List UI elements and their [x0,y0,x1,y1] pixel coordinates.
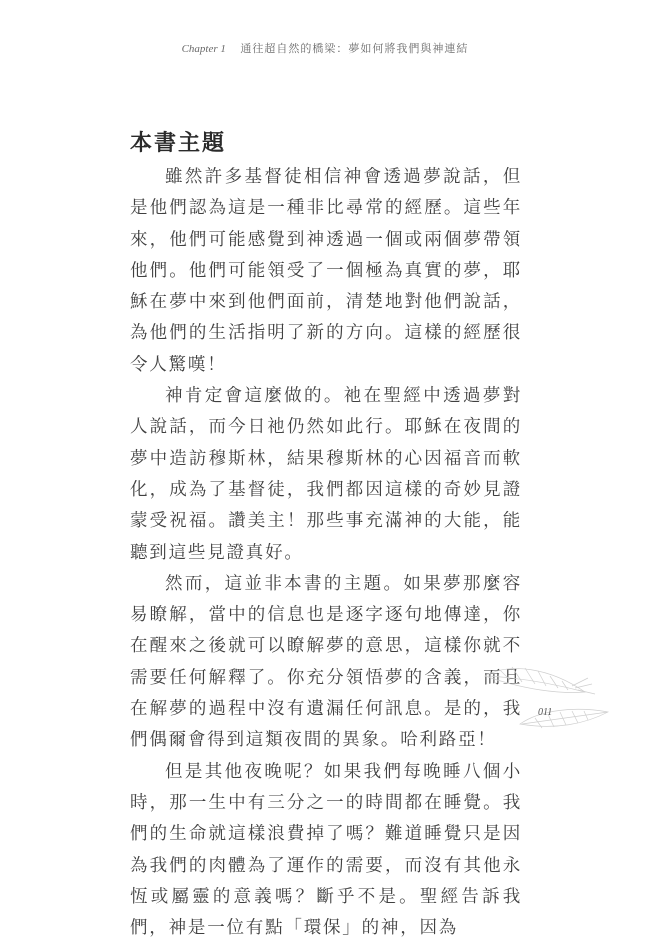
paragraph: 雖然許多基督徒相信神會透過夢說話，但是他們認為這是一種非比尋常的經歷。這些年來，他們可能感覺到神透過一個或兩個夢帶領他們。他們可能領受了一個極為真實的夢，耶穌在夢中來到他們面前，清楚地對他們說話，為他們的生活指明了新的方向。這樣的經歷很令人驚嘆！ [130,167,522,375]
chapter-title: 通往超自然的橋梁：夢如何將我們與神連結 [240,42,469,55]
section-title: 本書主題 [130,130,227,156]
paragraph: 然而，這並非本書的主題。如果夢那麼容易瞭解，當中的信息也是逐字逐句地傳達，你在醒來之後就可以瞭解夢的意思，這樣你就不需要任何解釋了。你充分領悟夢的含義，而且在解夢的過程中沒有遺漏任何訊息。是的，我們偶爾會得到這類夜間的異象。哈利路亞！ [130,573,522,751]
paragraph: 神肯定會這麼做的。祂在聖經中透過夢對人說話，而今日祂仍然如此行。耶穌在夜間的夢中造訪穆斯林，結果穆斯林的心因福音而軟化，成為了基督徒，我們都因這樣的奇妙見證蒙受祝福。讚美主！那些事充滿神的大能，能聽到這些見證真好。 [130,386,522,563]
running-header [0,40,650,56]
body-text [130,162,522,944]
page-number: 011 [538,707,553,718]
feather-icon [480,654,610,744]
chapter-label: Chapter 1 [181,43,226,55]
paragraph: 但是其他夜晚呢？如果我們每晚睡八個小時，那一生中有三分之一的時間都在睡覺。我們的生命就這樣浪費掉了嗎？難道睡覺只是因為我們的肉體為了運作的需要，而沒有其他永恆或屬靈的意義嗎？斷乎不是。聖經告訴我們，神是一位有點「環保」的神，因為 [130,761,522,939]
